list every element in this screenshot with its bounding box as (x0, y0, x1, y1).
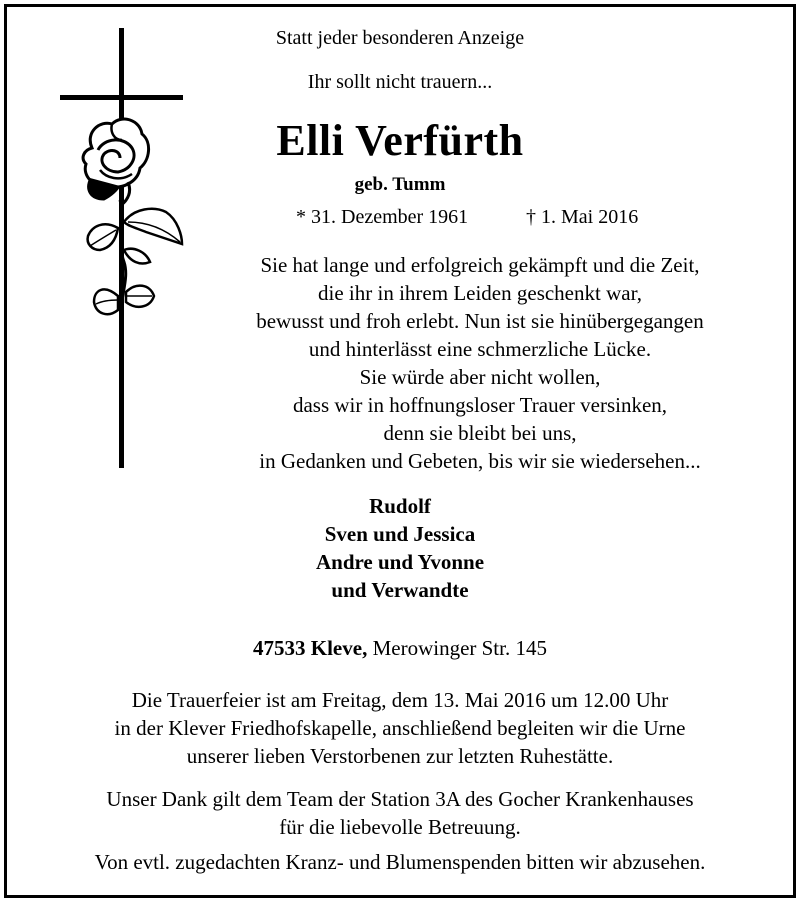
funeral-line: unserer lieben Verstorbenen zur letzten Ruhestätte. (186, 744, 614, 768)
poem-block (90, 251, 800, 475)
poem-line: in Gedanken und Gebeten, bis wir sie wiedersehen... (259, 449, 701, 473)
poem-line: Sie hat lange und erfolgreich gekämpft und die Zeit, (260, 253, 700, 277)
thanks-block (0, 785, 800, 841)
family-member: Sven und Jessica (324, 522, 476, 546)
poem-line: Sie würde aber nicht wollen, (359, 365, 601, 389)
poem-line: die ihr in ihrem Leiden geschenkt war, (318, 281, 642, 305)
address-street: Merowinger Str. 145 (372, 636, 547, 660)
thanks-line: Unser Dank gilt dem Team der Station 3A des Gocher Krankenhauses (106, 787, 694, 811)
funeral-line: in der Klever Friedhofskapelle, anschließend begleiten wir die Urne (114, 716, 686, 740)
poem-line: dass wir in hoffnungsloser Trauer versinken, (292, 393, 668, 417)
family-member: Rudolf (369, 494, 431, 518)
header-line-2: Ihr sollt nicht trauern... (307, 71, 493, 93)
family-member: Andre und Yvonne (315, 550, 485, 574)
poem-line: und hinterlässt eine schmerzliche Lücke. (308, 337, 652, 361)
death-date: † 1. Mai 2016 (526, 206, 639, 228)
header-line-1: Statt jeder besonderen Anzeige (275, 27, 525, 49)
address (0, 636, 800, 661)
birth-date: * 31. Dezember 1961 (296, 206, 469, 228)
closing-line: Von evtl. zugedachten Kranz- und Blumenspenden bitten wir abzusehen. (94, 850, 706, 874)
address-city: 47533 Kleve, (253, 636, 368, 660)
family-block (0, 492, 800, 604)
poem-line: bewusst und froh erlebt. Nun ist sie hinübergegangen (256, 309, 704, 333)
deceased-name: Elli Verfürth (276, 116, 524, 165)
thanks-line: für die liebevolle Betreuung. (279, 815, 521, 839)
poem-line: denn sie bleibt bei uns, (383, 421, 577, 445)
funeral-block (0, 686, 800, 770)
funeral-line: Die Trauerfeier ist am Freitag, dem 13. Mai 2016 um 12.00 Uhr (131, 688, 669, 712)
family-member: und Verwandte (331, 578, 469, 602)
birth-name: geb. Tumm (354, 174, 446, 195)
